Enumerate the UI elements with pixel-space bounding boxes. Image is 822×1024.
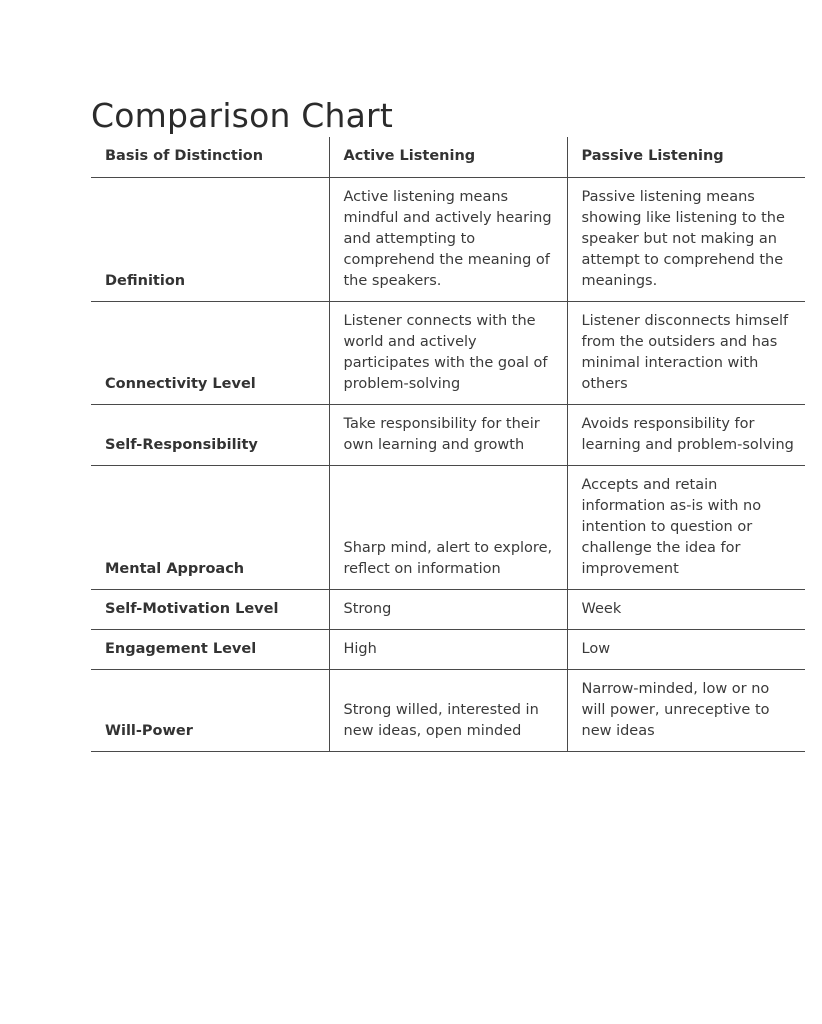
cell-text: Sharp mind, alert to explore, reflect on information xyxy=(343,540,553,577)
header-active-listening: Active Listening xyxy=(329,137,567,178)
passive-listening-cell xyxy=(567,302,805,405)
table-header-row xyxy=(91,137,805,178)
table-row xyxy=(91,302,805,405)
cell-text: Strong willed, interested in new ideas, open minded xyxy=(343,702,539,739)
row-label: Mental Approach xyxy=(91,466,329,590)
cell-text: Active listening means mindful and actively hearing and attempting to comprehend the meaning of the speakers. xyxy=(343,189,552,289)
active-listening-cell xyxy=(329,302,567,405)
cell-text: Take responsibility for their own learning and growth xyxy=(343,416,540,453)
cell-text: Listener connects with the world and actively participates with the goal of problem-solving xyxy=(343,313,548,392)
cell-text: Low xyxy=(581,641,611,657)
row-label: Connectivity Level xyxy=(91,302,329,405)
active-listening-cell xyxy=(329,466,567,590)
row-label: Will-Power xyxy=(91,670,329,752)
table-row xyxy=(91,466,805,590)
row-label: Self-Responsibility xyxy=(91,405,329,466)
passive-listening-cell xyxy=(567,590,805,630)
table-row xyxy=(91,590,805,630)
page-title: Comparison Chart xyxy=(91,96,393,135)
header-passive-listening: Passive Listening xyxy=(567,137,805,178)
passive-listening-cell xyxy=(567,405,805,466)
row-label: Definition xyxy=(91,178,329,302)
cell-text: Strong xyxy=(343,601,392,617)
active-listening-cell xyxy=(329,178,567,302)
table-row xyxy=(91,630,805,670)
cell-text: Listener disconnects himself from the outsiders and has minimal interaction with others xyxy=(581,313,789,392)
active-listening-cell xyxy=(329,630,567,670)
passive-listening-cell xyxy=(567,466,805,590)
active-listening-cell xyxy=(329,670,567,752)
row-label: Self-Motivation Level xyxy=(91,590,329,630)
table-row xyxy=(91,405,805,466)
comparison-table-container xyxy=(91,137,794,752)
active-listening-cell xyxy=(329,590,567,630)
cell-text: Narrow-minded, low or no will power, unreceptive to new ideas xyxy=(581,681,770,739)
cell-text: Passive listening means showing like listening to the speaker but not making an attempt to comprehend the meanings. xyxy=(581,189,785,289)
row-label: Engagement Level xyxy=(91,630,329,670)
active-listening-cell xyxy=(329,405,567,466)
passive-listening-cell xyxy=(567,630,805,670)
cell-text: Accepts and retain information as-is with no intention to question or challenge the idea for improvement xyxy=(581,477,762,577)
cell-text: Week xyxy=(581,601,622,617)
cell-text: Avoids responsibility for learning and problem-solving xyxy=(581,416,794,453)
table-row xyxy=(91,178,805,302)
cell-text: High xyxy=(343,641,377,657)
passive-listening-cell xyxy=(567,670,805,752)
table-row xyxy=(91,670,805,752)
passive-listening-cell xyxy=(567,178,805,302)
header-basis-of-distinction: Basis of Distinction xyxy=(91,137,329,178)
comparison-table xyxy=(91,137,805,752)
